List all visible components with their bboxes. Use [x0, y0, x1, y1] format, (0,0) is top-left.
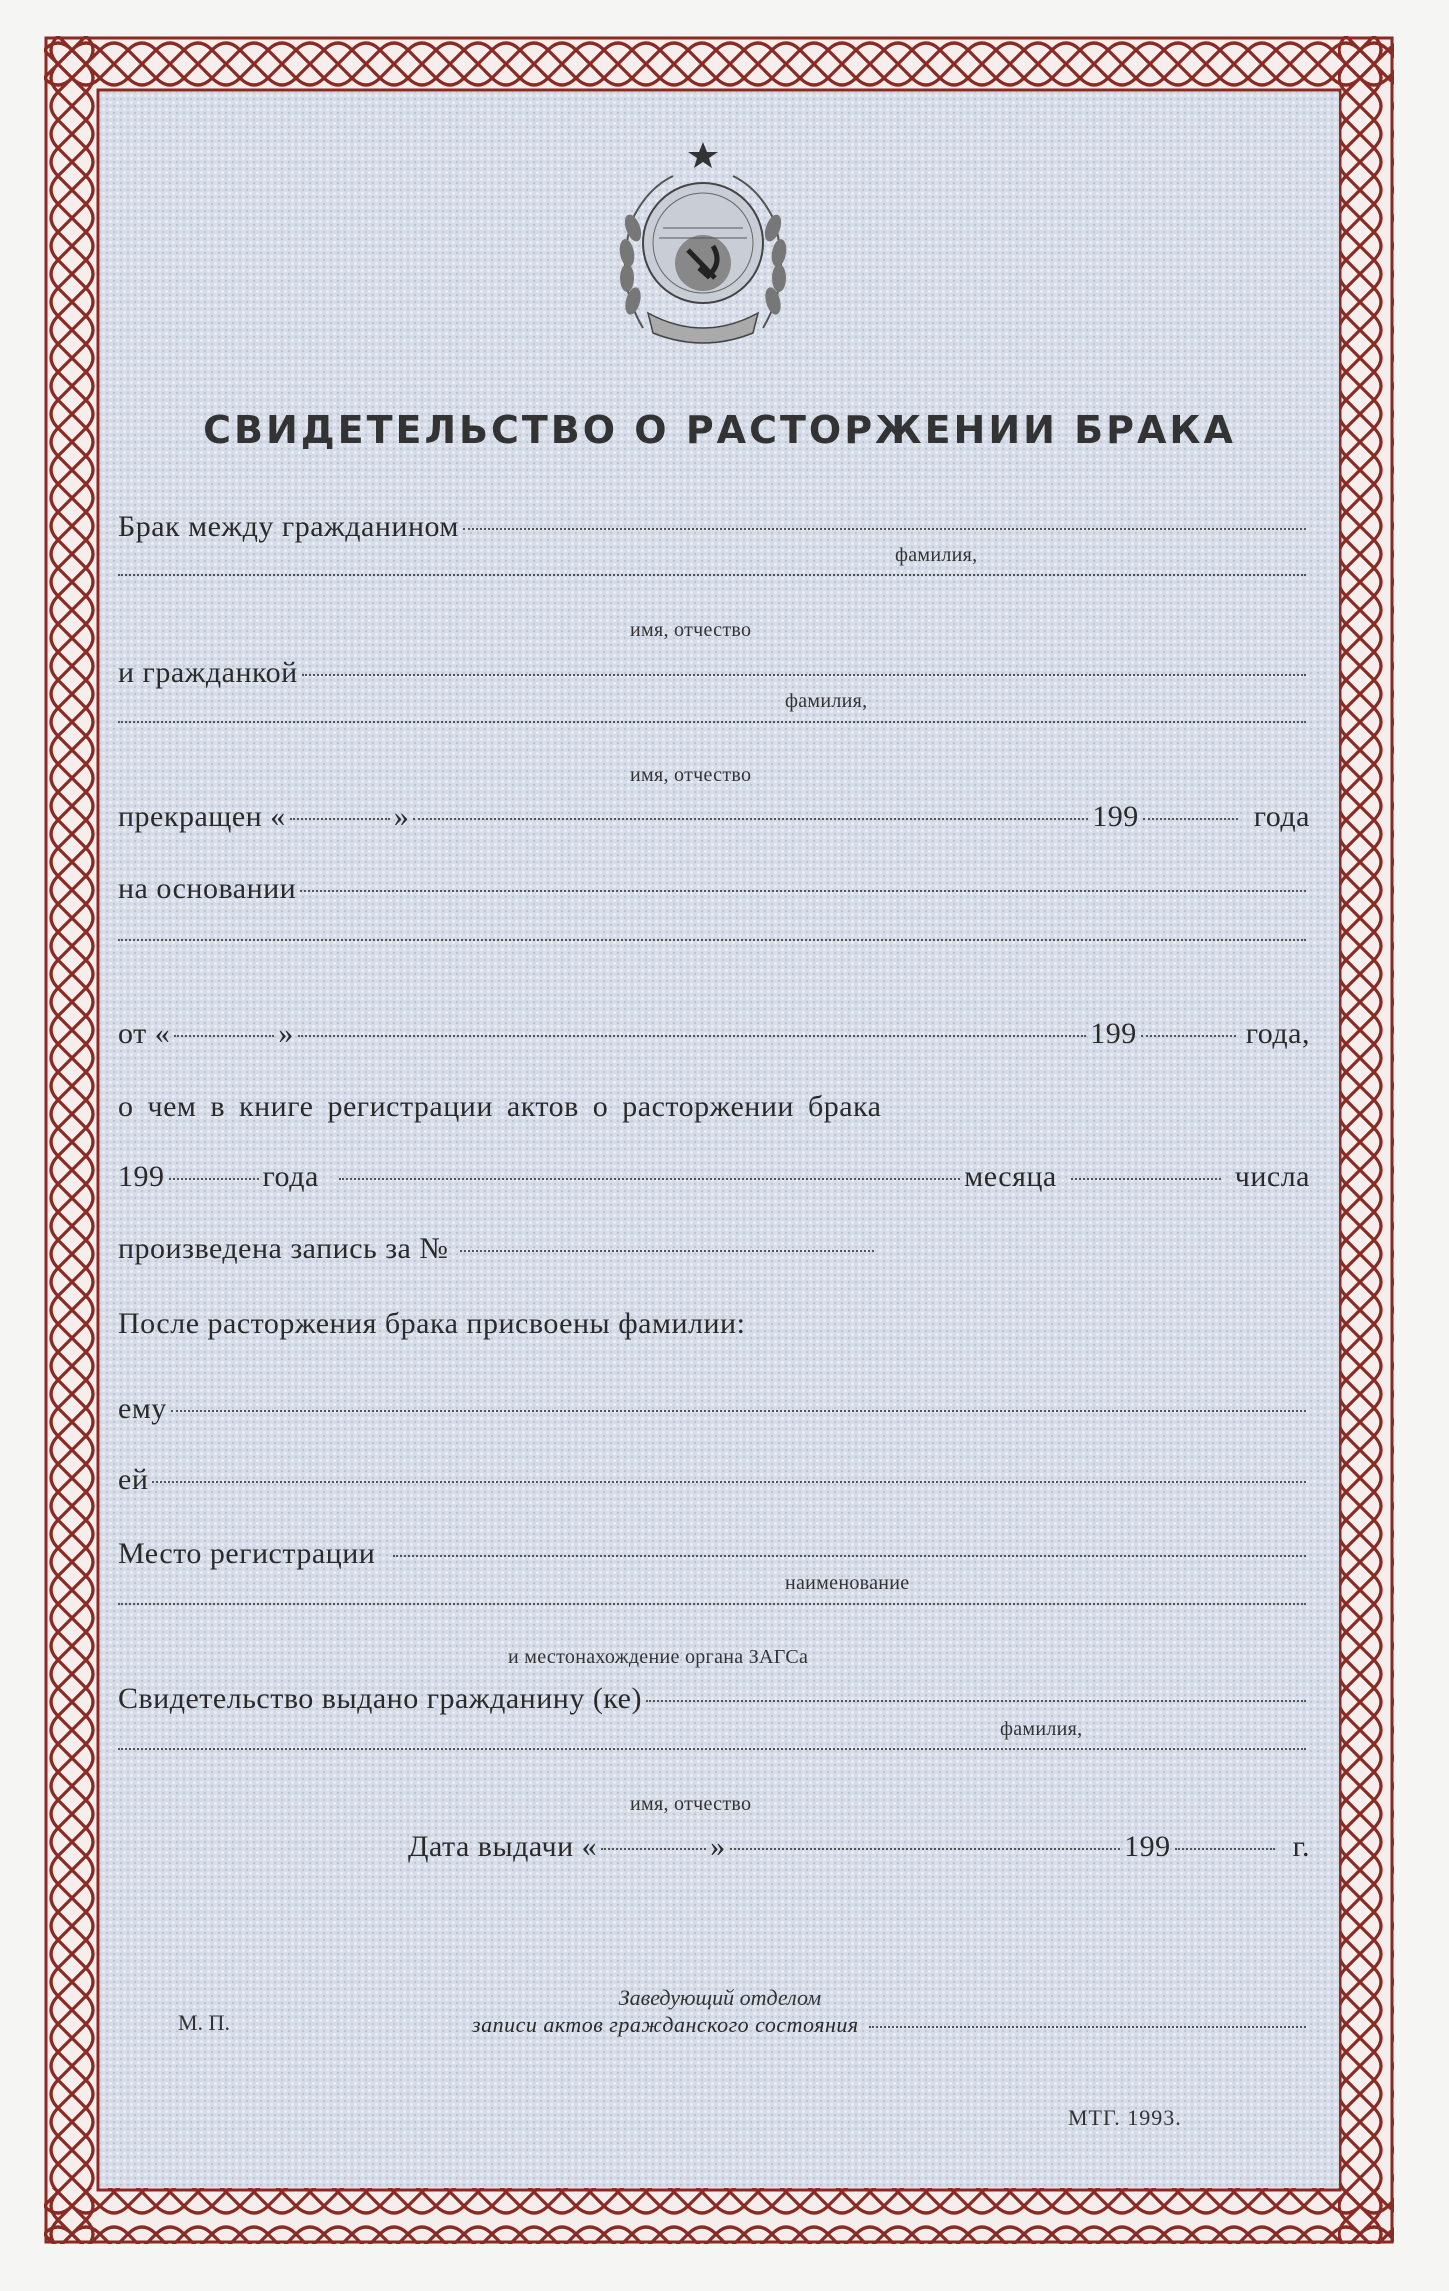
wife-label: и гражданкой: [118, 656, 298, 689]
wife-name-field[interactable]: [118, 721, 1306, 723]
from-day-field[interactable]: [174, 1035, 274, 1037]
surnames-label: После расторжения брака присвоены фамилии:: [118, 1307, 746, 1340]
from-year-field[interactable]: [1141, 1035, 1236, 1037]
year-prefix: 199: [1092, 800, 1139, 833]
terminated-row: [118, 800, 1310, 834]
record-day-field[interactable]: [1071, 1178, 1221, 1180]
caption-org-name: наименование: [785, 1572, 910, 1594]
book-row: [118, 1090, 1310, 1124]
stamp-place: М. П.: [178, 2010, 230, 2035]
year-prefix: 199: [1124, 1830, 1171, 1863]
wife-surname-field[interactable]: [302, 674, 1306, 676]
signature-field[interactable]: [869, 2026, 1306, 2028]
record-date-row: [118, 1160, 1310, 1194]
husband-name-row: [118, 580, 1310, 582]
quote-close: »: [278, 1017, 294, 1050]
basis-row: [118, 872, 1310, 906]
rsfsr-coat-of-arms-icon: [603, 138, 803, 353]
year-word: года: [262, 1160, 319, 1193]
date-label: Дата выдачи «: [408, 1830, 598, 1863]
print-mark: МТГ. 1993.: [1068, 2105, 1182, 2130]
issue-date-row: [408, 1830, 1310, 1864]
record-month-field[interactable]: [339, 1178, 960, 1180]
issued-row: [118, 1682, 1310, 1716]
record-number-field[interactable]: [460, 1250, 874, 1252]
him-surname-field[interactable]: [171, 1410, 1306, 1412]
place-row: [118, 1537, 1310, 1571]
day-word: числа: [1234, 1160, 1310, 1193]
her-label: ей: [118, 1463, 149, 1496]
place-row-2: [118, 1609, 1310, 1611]
head-title-line-1: Заведующий отделом: [618, 1985, 822, 2010]
issue-year-field[interactable]: [1175, 1848, 1275, 1850]
year-abbr: г.: [1292, 1830, 1310, 1863]
year-word: года: [1253, 800, 1310, 833]
basis-field[interactable]: [300, 890, 1306, 892]
him-row: [118, 1392, 1310, 1426]
book-text: о чем в книге регистрации актов о расторжении брака: [118, 1090, 882, 1123]
wife-name-row: [118, 727, 1310, 729]
caption-surname: фамилия,: [785, 690, 868, 712]
issued-surname-field[interactable]: [646, 1700, 1306, 1702]
her-row: [118, 1463, 1310, 1497]
terminated-day-field[interactable]: [290, 818, 390, 820]
from-month-field[interactable]: [298, 1035, 1087, 1037]
quote-close: »: [393, 800, 410, 833]
from-row: [118, 1017, 1310, 1051]
her-surname-field[interactable]: [152, 1481, 1306, 1483]
caption-name: имя, отчество: [630, 1793, 752, 1815]
husband-row: [118, 510, 1310, 544]
place-label: Место регистрации: [118, 1537, 376, 1570]
head-title-line-2: записи актов гражданского состояния: [472, 2012, 859, 2037]
caption-name: имя, отчество: [630, 619, 752, 641]
caption-surname: фамилия,: [1000, 1718, 1083, 1740]
him-label: ему: [118, 1392, 167, 1425]
terminated-label: прекращен «: [118, 800, 286, 833]
month-word: месяца: [964, 1160, 1057, 1193]
record-year-field[interactable]: [169, 1178, 259, 1180]
husband-name-field[interactable]: [118, 574, 1306, 576]
issue-day-field[interactable]: [601, 1848, 706, 1850]
issue-month-field[interactable]: [730, 1848, 1120, 1850]
year-prefix: 199: [1090, 1017, 1137, 1050]
from-label: от «: [118, 1017, 171, 1050]
record-label: произведена запись за №: [118, 1232, 449, 1265]
issued-name-row: [118, 1754, 1310, 1756]
husband-surname-field[interactable]: [463, 528, 1306, 530]
terminated-year-field[interactable]: [1143, 818, 1238, 820]
basis-field-2[interactable]: [118, 939, 1306, 941]
quote-close: »: [710, 1830, 726, 1863]
document-title: СВИДЕТЕЛЬСТВО О РАСТОРЖЕНИИ БРАКА: [203, 408, 1236, 452]
year-word: года,: [1245, 1017, 1310, 1050]
year-prefix: 199: [118, 1160, 165, 1193]
terminated-month-field[interactable]: [413, 818, 1088, 820]
basis-label: на основании: [118, 872, 297, 905]
caption-name: имя, отчество: [630, 764, 752, 786]
place-field[interactable]: [393, 1555, 1306, 1557]
wife-row: [118, 656, 1310, 690]
place-field-2[interactable]: [118, 1603, 1306, 1605]
caption-surname: фамилия,: [895, 544, 978, 566]
head-title-row: [472, 2012, 1310, 2038]
issued-name-field[interactable]: [118, 1748, 1306, 1750]
issued-label: Свидетельство выдано гражданину (ке): [118, 1682, 642, 1715]
husband-label: Брак между гражданином: [118, 510, 459, 543]
record-number-row: [118, 1232, 878, 1266]
surnames-row: [118, 1307, 1310, 1341]
caption-location: и местонахождение органа ЗАГСа: [508, 1646, 809, 1668]
basis-row-2: [118, 945, 1310, 947]
guilloche-field: [100, 92, 1339, 2188]
